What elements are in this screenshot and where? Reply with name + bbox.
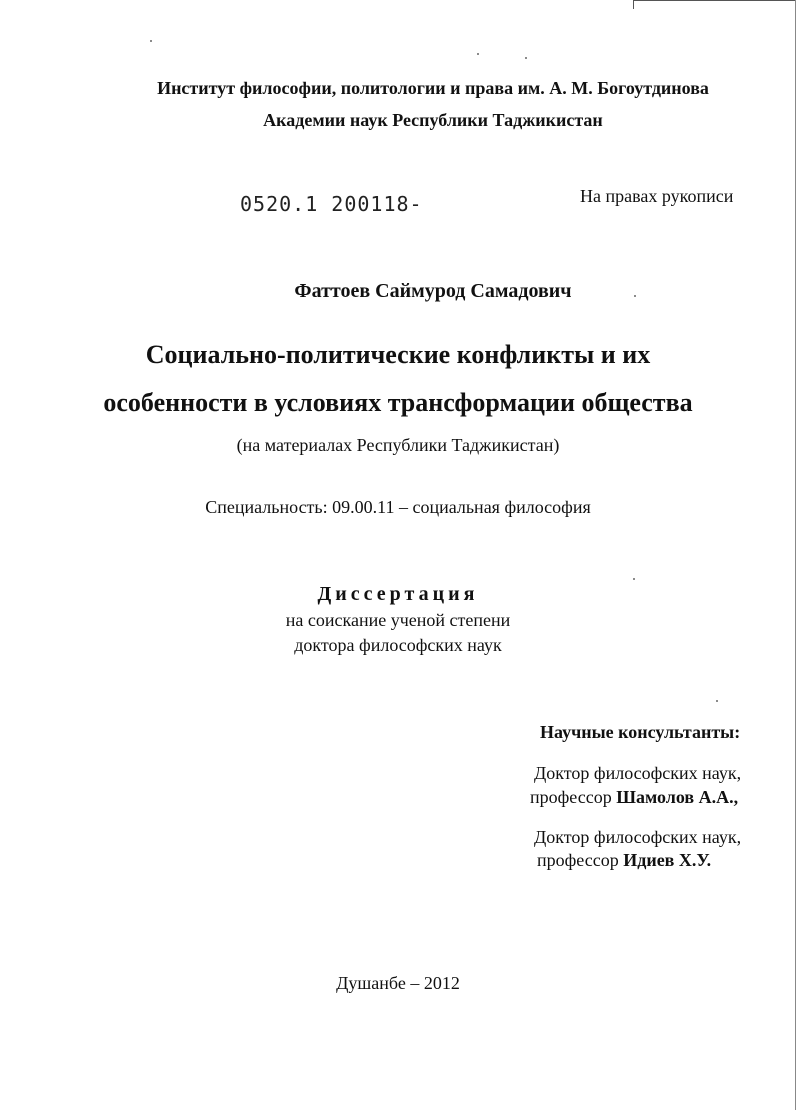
scan-speck <box>525 57 527 59</box>
consultant-1-title: профессор <box>530 787 612 807</box>
dissertation-label: Диссертация <box>317 583 479 605</box>
title-line-1: Социально-политические конфликты и их <box>145 340 651 369</box>
consultants-label: Научные консультанты: <box>540 722 741 742</box>
academy-name: Академии наук Республики Таджикистан <box>263 110 603 130</box>
scan-speck <box>150 40 152 42</box>
consultant-2-name: Идиев Х.У. <box>623 850 712 870</box>
consultant-2-degree: Доктор философских наук, <box>534 827 742 847</box>
manuscript-rights: На правах рукописи <box>580 186 734 206</box>
consultant-2 <box>537 850 711 871</box>
title-subtitle: (на материалах Республики Таджикистан) <box>236 435 560 455</box>
registry-code: 0520.1 200118- <box>240 192 423 216</box>
city-year: Душанбе – 2012 <box>336 973 460 993</box>
consultant-1 <box>530 787 738 808</box>
consultant-2-title: профессор <box>537 850 619 870</box>
degree-line-2: доктора философских наук <box>294 635 502 655</box>
scan-speck <box>716 700 718 702</box>
scan-speck <box>633 578 635 580</box>
institute-name: Институт философии, политологии и права им. А. М. Богоутдинова <box>157 78 709 98</box>
scan-speck <box>477 53 479 55</box>
title-line-2: особенности в условиях трансформации общества <box>103 388 693 417</box>
degree-line-1: на соискание ученой степени <box>285 610 511 630</box>
consultant-1-name: Шамолов А.А., <box>616 787 739 807</box>
scan-border-top <box>633 0 796 9</box>
author-name: Фаттоев Саймурод Самадович <box>294 280 572 302</box>
consultant-1-degree: Доктор философских наук, <box>534 763 742 783</box>
specialty: Специальность: 09.00.11 – социальная философия <box>205 497 591 517</box>
